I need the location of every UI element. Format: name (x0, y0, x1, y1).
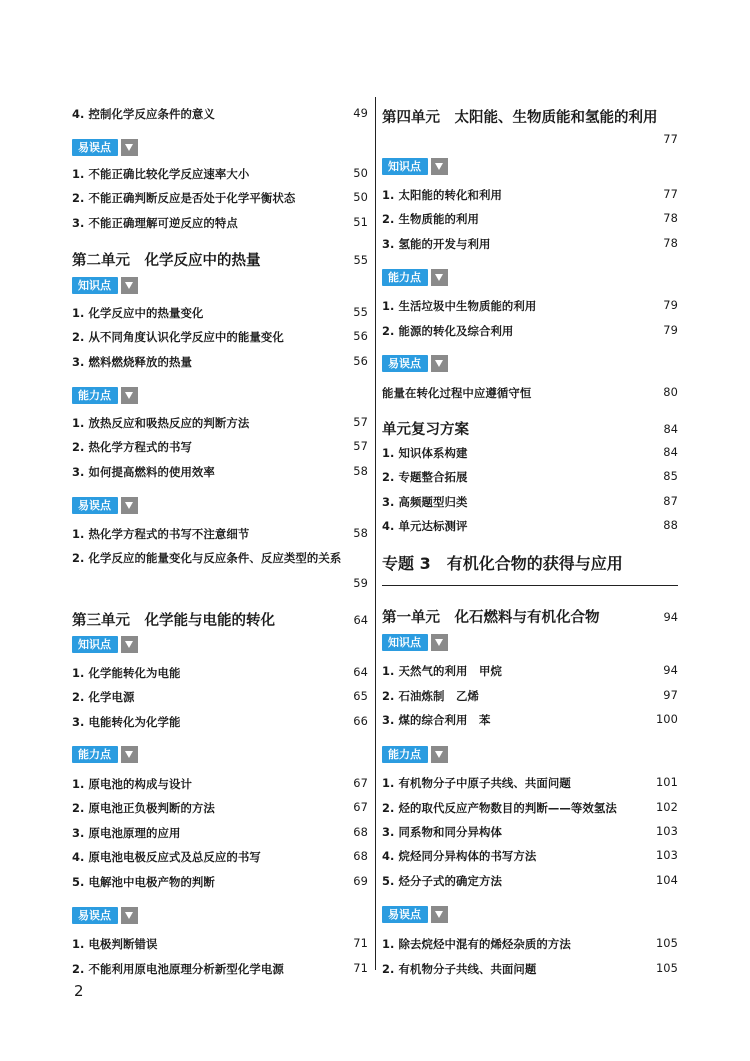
badge-label: 知识点 (382, 158, 428, 175)
triangle-down-icon (121, 746, 138, 763)
entry-title: 2. 生物质能的利用 (382, 212, 479, 226)
badge-label: 知识点 (72, 636, 118, 653)
entry-title: 1. 放热反应和吸热反应的判断方法 (72, 416, 250, 430)
entry-title: 1. 生活垃圾中生物质能的利用 (382, 299, 537, 313)
entry-title: 2. 专题整合拓展 (382, 470, 468, 484)
entry-title: 2. 从不同角度认识化学反应中的能量变化 (72, 330, 284, 344)
entry-title: 2. 能源的转化及综合利用 (382, 324, 514, 338)
unit-title: 第四单元 太阳能、生物质能和氢能的利用 (382, 110, 658, 126)
entry-page-number: 57 (353, 439, 368, 453)
triangle-down-icon (431, 269, 448, 286)
unit-title: 第二单元 化学反应中的热量 (72, 253, 261, 269)
entry-title: 1. 热化学方程式的书写不注意细节 (72, 527, 250, 541)
unit-heading[interactable] (382, 606, 678, 627)
entry-page-number: 79 (663, 323, 678, 337)
entry-title: 3. 氢能的开发与利用 (382, 237, 491, 251)
section-badge (382, 746, 448, 763)
entry-title: 4. 原电池电极反应式及总反应的书写 (72, 850, 261, 864)
section-badge (72, 497, 138, 514)
entry-page-number: 78 (663, 211, 678, 225)
section-badge (382, 634, 448, 651)
entry-page-number: 77 (663, 132, 678, 146)
badge-label: 知识点 (382, 634, 428, 651)
section-badge (382, 355, 448, 372)
entry-page-number: 64 (353, 665, 368, 679)
entry-title: 3. 不能正确理解可逆反应的特点 (72, 216, 238, 230)
triangle-down-icon (431, 906, 448, 923)
entry-title: 2. 化学反应的能量变化与反应条件、反应类型的关系 (72, 551, 342, 565)
entry-title: 2. 烃的取代反应产物数目的判断——等效氢法 (382, 801, 617, 815)
triangle-down-icon (431, 634, 448, 651)
section-badge (72, 636, 138, 653)
entry-title: 4. 控制化学反应条件的意义 (72, 107, 215, 121)
triangle-down-icon (121, 636, 138, 653)
entry-page-number: 57 (353, 415, 368, 429)
section-badge (72, 277, 138, 294)
entry-title: 3. 同系物和同分异构体 (382, 825, 502, 839)
unit-page-number: 55 (353, 253, 368, 267)
entry-title: 5. 烃分子式的确定方法 (382, 874, 502, 888)
entry-title: 2. 不能正确判断反应是否处于化学平衡状态 (72, 191, 296, 205)
entry-title: 2. 有机物分子共线、共面问题 (382, 962, 537, 976)
entry-page-number: 50 (353, 190, 368, 204)
triangle-down-icon (121, 387, 138, 404)
entry-page-number: 105 (655, 936, 678, 950)
triangle-down-icon (121, 497, 138, 514)
entry-page-number: 79 (663, 298, 678, 312)
entry-title: 3. 电能转化为化学能 (72, 715, 181, 729)
entry-title: 1. 电极判断错误 (72, 937, 158, 951)
unit-title: 第三单元 化学能与电能的转化 (72, 613, 275, 629)
entry-page-number: 87 (663, 494, 678, 508)
badge-label: 能力点 (382, 269, 428, 286)
entry-page-number: 105 (655, 961, 678, 975)
entry-page-number: 51 (353, 215, 368, 229)
unit-title: 第一单元 化石燃料与有机化合物 (382, 610, 600, 626)
unit-heading[interactable] (382, 418, 678, 439)
entry-title: 3. 高频题型归类 (382, 495, 468, 509)
unit-page-number: 84 (663, 422, 678, 436)
entry-page-number: 56 (353, 329, 368, 343)
section-badge (72, 907, 138, 924)
triangle-down-icon (431, 746, 448, 763)
triangle-down-icon (431, 355, 448, 372)
topic-heading[interactable] (382, 551, 678, 574)
triangle-down-icon (431, 158, 448, 175)
entry-page-number: 67 (353, 800, 368, 814)
entry-title: 2. 原电池正负极判断的方法 (72, 801, 215, 815)
entry-title: 3. 燃料燃烧释放的热量 (72, 355, 192, 369)
page-number: 2 (74, 982, 84, 1000)
entry-page-number: 66 (353, 714, 368, 728)
entry-page-number: 85 (663, 469, 678, 483)
entry-page-number: 69 (353, 874, 368, 888)
unit-heading[interactable] (72, 249, 368, 270)
entry-page-number: 78 (663, 236, 678, 250)
entry-page-number: 103 (655, 848, 678, 862)
triangle-down-icon (121, 139, 138, 156)
unit-heading[interactable] (72, 609, 368, 630)
entry-page-number: 71 (353, 936, 368, 950)
unit-page-number: 94 (663, 610, 678, 624)
entry-title: 1. 原电池的构成与设计 (72, 777, 192, 791)
entry-page-number: 59 (353, 576, 368, 590)
entry-page-number: 102 (655, 800, 678, 814)
entry-title: 1. 化学能转化为电能 (72, 666, 181, 680)
entry-page-number: 101 (655, 775, 678, 789)
entry-title: 1. 不能正确比较化学反应速率大小 (72, 167, 250, 181)
entry-title: 1. 化学反应中的热量变化 (72, 306, 204, 320)
entry-page-number: 58 (353, 526, 368, 540)
entry-page-number: 94 (663, 663, 678, 677)
section-badge (72, 139, 138, 156)
entry-page-number: 65 (353, 689, 368, 703)
entry-title: 3. 原电池原理的应用 (72, 826, 181, 840)
badge-label: 易误点 (72, 907, 118, 924)
section-badge (382, 906, 448, 923)
triangle-down-icon (121, 277, 138, 294)
entry-page-number: 50 (353, 166, 368, 180)
entry-title: 3. 煤的综合利用 苯 (382, 713, 491, 727)
entry-page-number: 100 (655, 712, 678, 726)
topic-title: 专题 3 有机化合物的获得与应用 (382, 554, 623, 573)
entry-title: 4. 烷烃同分异构体的书写方法 (382, 849, 537, 863)
section-badge (72, 387, 138, 404)
entry-title: 1. 太阳能的转化和利用 (382, 188, 502, 202)
entry-title: 2. 不能利用原电池原理分析新型化学电源 (72, 962, 284, 976)
entry-page-number: 88 (663, 518, 678, 532)
section-badge (382, 158, 448, 175)
entry-title: 1. 有机物分子中原子共线、共面问题 (382, 776, 571, 790)
entry-page-number: 84 (663, 445, 678, 459)
unit-title: 单元复习方案 (382, 422, 469, 438)
entry-page-number: 49 (353, 106, 368, 120)
entry-title: 4. 单元达标测评 (382, 519, 468, 533)
entry-title: 1. 知识体系构建 (382, 446, 468, 460)
badge-label: 易误点 (72, 139, 118, 156)
badge-label: 知识点 (72, 277, 118, 294)
badge-label: 能力点 (72, 387, 118, 404)
entry-title: 3. 如何提高燃料的使用效率 (72, 465, 215, 479)
entry-page-number: 58 (353, 464, 368, 478)
triangle-down-icon (121, 907, 138, 924)
topic-rule (382, 585, 678, 586)
entry-title: 2. 石油炼制 乙烯 (382, 689, 479, 703)
entry-page-number: 80 (663, 385, 678, 399)
entry-page-number: 67 (353, 776, 368, 790)
entry-page-number: 71 (353, 961, 368, 975)
badge-label: 易误点 (382, 355, 428, 372)
entry-page-number: 68 (353, 849, 368, 863)
badge-label: 能力点 (72, 746, 118, 763)
unit-page-number: 64 (353, 613, 368, 627)
entry-title: 2. 化学电源 (72, 690, 135, 704)
entry-page-number: 77 (663, 187, 678, 201)
entry-page-number: 68 (353, 825, 368, 839)
entry-page-number: 104 (655, 873, 678, 887)
badge-label: 易误点 (382, 906, 428, 923)
entry-page-number: 56 (353, 354, 368, 368)
entry-title: 2. 热化学方程式的书写 (72, 440, 192, 454)
badge-label: 易误点 (72, 497, 118, 514)
entry-page-number: 103 (655, 824, 678, 838)
entry-title: 1. 除去烷烃中混有的烯烃杂质的方法 (382, 937, 571, 951)
entry-title: 1. 天然气的利用 甲烷 (382, 664, 502, 678)
entry-title: 5. 电解池中电极产物的判断 (72, 875, 215, 889)
entry-page-number: 97 (663, 688, 678, 702)
unit-heading[interactable] (382, 106, 678, 127)
entry-title: 能量在转化过程中应遵循守恒 (382, 386, 532, 400)
column-divider (375, 97, 376, 970)
badge-label: 能力点 (382, 746, 428, 763)
section-badge (382, 269, 448, 286)
section-badge (72, 746, 138, 763)
entry-page-number: 55 (353, 305, 368, 319)
